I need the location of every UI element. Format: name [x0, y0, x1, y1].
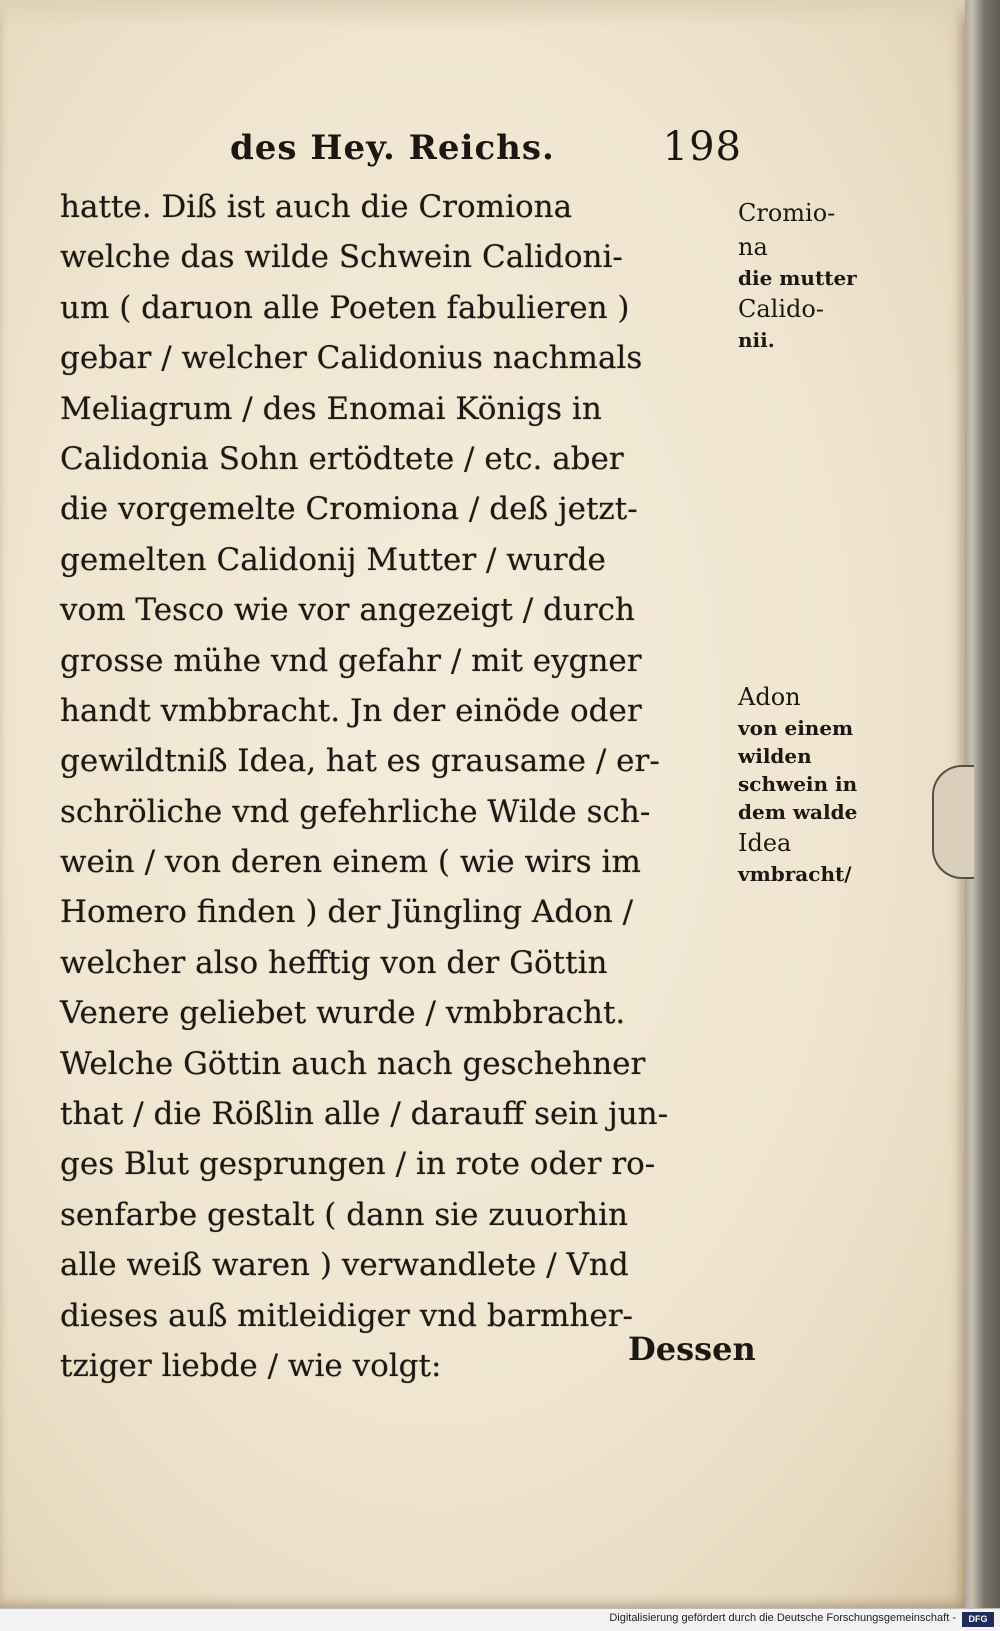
text-line: schröliche vnd gefehrliche Wilde sch- — [60, 793, 651, 830]
text-line: grosse mühe vnd gefahr / mit eygner — [60, 642, 642, 679]
marginal-line: Idea — [738, 829, 792, 857]
marginal-line: dem walde — [738, 800, 858, 824]
marginal-line: die mutter — [738, 266, 857, 290]
text-line: gemelten Calidonij Mutter / wurde — [60, 541, 606, 578]
text-line: gewildtniß Idea, hat es grausame / er- — [60, 743, 660, 780]
text-line: Meliagrum / des Enomai Königs in — [60, 390, 602, 427]
marginal-line: schwein in — [738, 772, 858, 796]
marginal-line: nii. — [738, 328, 775, 352]
text-line: Calidonia Sohn ertödtete / etc. aber — [60, 440, 624, 477]
text-line: tziger liebde / wie volgt: — [60, 1347, 442, 1384]
text-line: handt vmbbracht. Jn der einöde oder — [60, 692, 642, 729]
marginal-line: Adon — [738, 683, 801, 711]
body-text — [60, 182, 750, 1391]
text-line: gebar / welcher Calidonius nachmals — [60, 340, 643, 377]
text-line: die vorgemelte Cromiona / deß jetzt- — [60, 491, 638, 528]
text-line: senfarbe gestalt ( dann sie zuuorhin — [60, 1196, 628, 1233]
text-line: wein / von deren einem ( wie wirs im — [60, 844, 641, 881]
text-line: welcher also hefftig von der Göttin — [60, 944, 608, 981]
text-line: hatte. Diß ist auch die Cromiona — [60, 189, 573, 225]
digitization-credit: Digitalisierung gefördert durch die Deutsche Forschungsgemeinschaft - — [609, 1612, 956, 1624]
marginal-note-cromiona — [738, 196, 878, 354]
text-line: vom Tesco wie vor angezeigt / durch — [60, 592, 635, 629]
text-line: um ( daruon alle Poeten fabulieren ) — [60, 289, 630, 326]
page-number: 198 — [662, 124, 742, 170]
text-line: Welche Göttin auch nach geschehner — [60, 1045, 646, 1082]
text-line: Venere geliebet wurde / vmbbracht. — [60, 995, 626, 1032]
marginal-line: Cromio- — [738, 199, 836, 227]
marginal-note-adon — [738, 680, 878, 888]
marginal-line: Calido- — [738, 295, 824, 323]
page-shading — [0, 0, 965, 28]
text-line: welche das wilde Schwein Calidoni- — [60, 239, 623, 276]
text-line: dieses auß mitleidiger vnd barmher- — [60, 1297, 634, 1334]
marginal-line: von einem — [738, 716, 854, 740]
text-line: that / die Rößlin alle / darauff sein jun- — [60, 1096, 669, 1133]
text-line: ges Blut gesprungen / in rote oder ro- — [60, 1146, 656, 1183]
marginal-line: wilden — [738, 744, 812, 768]
running-title: des Hey. Reichs. — [230, 128, 555, 168]
marginal-line: na — [738, 233, 768, 261]
text-line: alle weiß waren ) verwandlete / Vnd — [60, 1247, 629, 1284]
catchword: Dessen — [628, 1330, 756, 1368]
page-header — [230, 118, 750, 178]
dfg-logo: DFG — [962, 1612, 994, 1627]
text-line: Homero finden ) der Jüngling Adon / — [60, 894, 634, 931]
footer-bar — [0, 1608, 1000, 1631]
thumb-index-tab — [932, 765, 974, 879]
marginal-line: vmbracht/ — [738, 862, 852, 886]
